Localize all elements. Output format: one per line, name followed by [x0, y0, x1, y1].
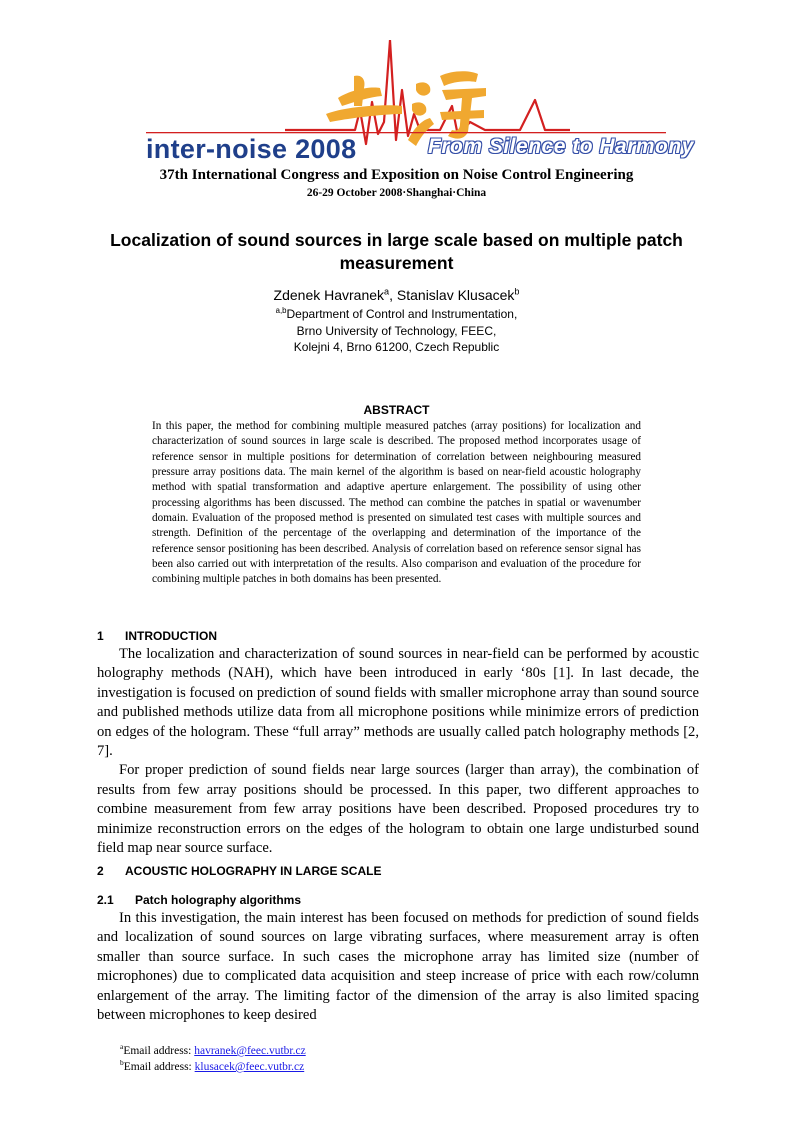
affil-line: Brno University of Technology, FEEC, [296, 323, 497, 338]
footnotes [120, 1043, 306, 1075]
email-link[interactable]: havranek@feec.vutbr.cz [194, 1045, 306, 1057]
section-number: 1 [97, 629, 104, 643]
abstract-text: In this paper, the method for combining multiple measured patches (array positions) for localization and characterization of sound sources in large scale is described. The proposed method incorporates usage of reference sensor in multiple positions for determination of correlation between neighbouring measured pressure array positions data. The main kernel of the algorithm is based on near-field acoustic holography method with spatial transformation and adaptive aperture enlargement. The possibility of using other processing algorithms has been discussed. The method can combine the patches in spatial or wavenumber domain. Evaluation of the proposed method is presented on simulated test cases with multiple sources and strength. Definition of the percentage of the overlapping and determination of the importance of the reference sensor positioning has been described. Analysis of correlation based on reference sensor signal has been also carried out with interpretation of the results. Also comparison and evaluation of the procedure for combining multiple patches in both domains has been presented. [152, 420, 641, 586]
footnote [120, 1043, 306, 1059]
logo-wordmark: inter-noise 2008 [146, 134, 357, 164]
paragraph: The localization and characterization of sound sources in near-field can be performed by acoustic holography methods (NAH), which have been introduced in early ‘80s [1]. In last decade, the investigation is focused on prediction of sound fields with smaller microphone array than sound source and published methods utilize data from all microphone positions while minimize errors of prediction on edges of the hologram. These “full array” methods are usually called patch holography methods [2, 7]. [97, 646, 699, 760]
author-name: Stanislav Klusacek [396, 287, 515, 303]
logo-slogan: From Silence to Harmony [428, 135, 694, 158]
abstract-heading: ABSTRACT [363, 403, 430, 417]
author-name: Zdenek Havranek [273, 287, 385, 303]
affil-line: Kolejni 4, Brno 61200, Czech Republic [293, 340, 500, 354]
subsection-heading [97, 893, 301, 907]
footnote-mark: a [120, 1042, 124, 1052]
affil-mark: a,b [275, 306, 287, 315]
author-affil-mark: a [384, 286, 390, 297]
section-body [97, 909, 699, 1025]
affiliation [0, 306, 793, 356]
section-title: ACOUSTIC HOLOGRAPHY IN LARGE SCALE [125, 864, 382, 878]
author-affil-mark: b [514, 286, 520, 297]
congress-title: 37th International Congress and Exposition on Noise Control Engineering [159, 167, 634, 183]
footnote-mark: b [120, 1058, 124, 1068]
section-body [97, 645, 699, 858]
section-heading [97, 629, 217, 643]
congress-dates: 26-29 October 2008·Shanghai·China [306, 187, 487, 199]
paragraph: For proper prediction of sound fields near large sources (larger than array), the combination of results from few array positions should be processed. In this paper, two different approaches to combine measurement from few array positions have been described. Proposed procedures try to minimize reconstruction errors on the edges of the hologram to obtain one large undisturbed sound field map near source surface. [97, 762, 699, 857]
section-number: 2.1 [97, 893, 114, 907]
affil-line: Department of Control and Instrumentation, [286, 307, 518, 321]
section-number: 2 [97, 864, 104, 878]
paragraph: In this investigation, the main interest has been focused on methods for prediction of sound fields and localization of sound sources on large vibrating surfaces, where measurement array is often smaller than source surface. In such cases the microphone array has limited size (number of microphones) due to complicated data acquisition and steep increase of price with each row/column enlargement of the array. The limiting factor of the dimension of the array is also limited spacing between microphones to keep desired [97, 910, 699, 1024]
footnote [120, 1059, 306, 1075]
footnote-label: Email address: [123, 1061, 195, 1073]
footnote-label: Email address: [123, 1045, 195, 1057]
section-heading [97, 864, 381, 878]
paper-title: Localization of sound sources in large scale based on multiple patch measurement [110, 230, 683, 273]
author-line [0, 287, 793, 303]
email-link[interactable]: klusacek@feec.vutbr.cz [194, 1061, 305, 1073]
author-separator: , [389, 287, 397, 303]
section-title: Patch holography algorithms [135, 893, 302, 907]
section-title: INTRODUCTION [125, 629, 217, 643]
